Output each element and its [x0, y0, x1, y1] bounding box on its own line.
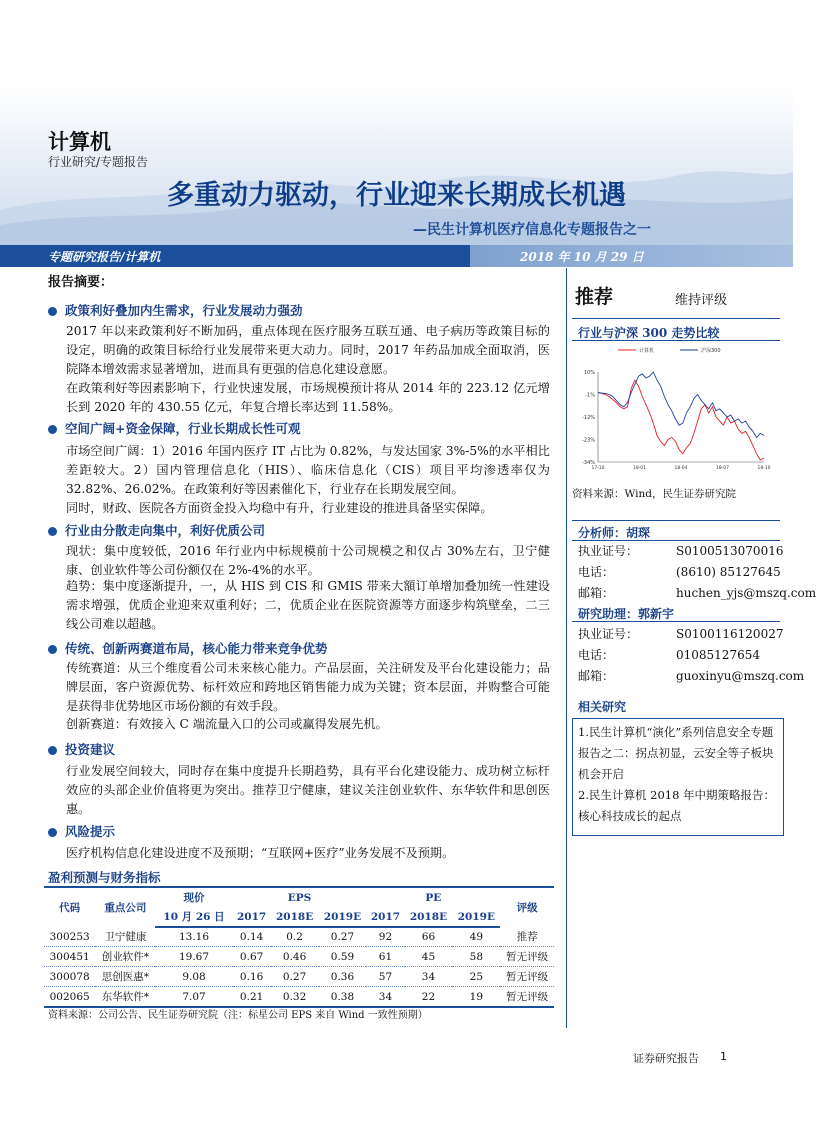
table-cell: 34 [405, 967, 453, 987]
table-row [44, 947, 554, 967]
table-cell: 卫宁健康 [95, 927, 155, 947]
paragraph: 2017 年以来政策利好不断加码，重点体现在医疗服务互联互通、电子病历等政策目标的设定，明确的政策目标给行业发展带来更大动力。同时，2017 年药品加成全面取消，医院降本增效需求显著增加，进而具有更强的信息化建设意愿。 [66, 324, 550, 376]
divider [572, 318, 780, 319]
analyst-email[interactable]: 邮箱： huchen_yjs@mszq.com [578, 586, 816, 600]
table-cell: 创业软件* [95, 947, 155, 967]
trend-chart [568, 342, 782, 484]
col-price-date: 10 月 26 日 [155, 907, 232, 927]
financial-table [44, 886, 554, 1008]
legend-label: 沪深300 [701, 348, 721, 354]
col-year: 2019E [452, 907, 500, 927]
table-cell: 19.67 [155, 947, 232, 967]
table-cell: 13.16 [155, 927, 232, 947]
paragraph: 医疗机构信息化建设进度不及预期；“互联网+医疗”业务发展不及预期。 [66, 846, 455, 860]
table-row [44, 967, 554, 987]
table-cell: 9.08 [155, 967, 232, 987]
table-cell: 34 [366, 987, 404, 1008]
table-row [44, 987, 554, 1008]
table-source: 资料来源：公司公告、民生证券研究院（注：标星公司 EPS 来自 Wind 一致性预期） [48, 1010, 428, 1021]
col-year: 2019E [319, 907, 367, 927]
bullet-icon [48, 307, 57, 316]
paragraph: 在政策利好等因素影响下，行业快速发展，市场规模预计将从 2014 年的 223.12 亿元增长到 2020 年的 430.55 亿元，年复合增长率达到 11.58%。 [66, 381, 550, 414]
section-title: 行业由分散走向集中，利好优质公司 [48, 521, 265, 539]
chart-source: 资料来源：Wind，民生证券研究院 [572, 488, 736, 500]
table-row [44, 927, 554, 947]
col-year: 2018E [405, 907, 453, 927]
table-cell: 300078 [44, 967, 95, 987]
table-cell: 0.14 [233, 927, 271, 947]
col-rating: 评级 [500, 887, 554, 927]
table-cell: 22 [405, 987, 453, 1008]
y-tick-label: -23% [582, 437, 595, 444]
table-cell: 0.36 [319, 967, 367, 987]
col-code: 代码 [44, 887, 95, 927]
summary-heading: 报告摘要： [48, 275, 114, 290]
table-cell: 推荐 [500, 927, 554, 947]
table-cell: 东华软件* [95, 987, 155, 1008]
footer-label: 证券研究报告 [633, 1052, 699, 1065]
col-year: 2017 [233, 907, 271, 927]
sector-title: 计算机 [48, 130, 111, 154]
band-date: 2018 年 10 月 29 日 [520, 250, 644, 264]
table-cell: 0.46 [271, 947, 319, 967]
col-year: 2017 [366, 907, 404, 927]
table-cell: 0.67 [233, 947, 271, 967]
y-tick-label: -34% [582, 460, 595, 466]
x-tick-label: 18-10 [757, 466, 771, 471]
table-cell: 49 [452, 927, 500, 947]
divider [572, 340, 780, 341]
related-item[interactable]: 1.民生计算机“演化”系列信息安全专题报告之二：拐点初显，云安全等子板块机会开启 [578, 725, 774, 781]
column-divider [566, 268, 567, 1028]
section-title: 政策利好叠加内生需求，行业发展动力强劲 [48, 301, 303, 319]
report-type: 行业研究/专题报告 [48, 155, 149, 169]
analyst-phone: 电话： (8610) 85127645 [578, 565, 781, 579]
table-cell: 002065 [44, 987, 95, 1008]
page-number: 1 [720, 1050, 727, 1063]
table-cell: 0.27 [271, 967, 319, 987]
paragraph: 现状：集中度较低，2016 年行业内中标规模前十公司规模之和仅占 30%左右，卫宁健康、创业软件等公司份额仅在 2%-4%的水平。 [66, 544, 550, 577]
table-cell: 0.16 [233, 967, 271, 987]
x-tick-label: 18-04 [674, 466, 688, 471]
col-eps: EPS [233, 887, 367, 907]
table-cell: 暂无评级 [500, 987, 554, 1008]
table-cell: 92 [366, 927, 404, 947]
table-cell: 0.32 [271, 987, 319, 1008]
y-tick-label: -12% [582, 415, 595, 421]
analyst-license: 执业证号： S0100513070016 [578, 544, 784, 558]
divider [572, 621, 780, 622]
table-cell: 300253 [44, 927, 95, 947]
table-cell: 300451 [44, 947, 95, 967]
table-title: 盈利预测与财务指标 [48, 870, 161, 885]
section-title: 空间广阔+资金保障，行业长期成长性可观 [48, 419, 300, 437]
bullet-icon [48, 746, 57, 755]
related-heading: 相关研究 [578, 700, 627, 714]
band-report-label: 专题研究报告/计算机 [48, 250, 161, 264]
table-cell: 0.38 [319, 987, 367, 1008]
table-cell: 0.21 [233, 987, 271, 1008]
table-cell: 0.59 [319, 947, 367, 967]
paragraph: 市场空间广阔：1）2016 年国内医疗 IT 占比为 0.82%，与发达国家 3%-5%的水平相比差距较大。2）国内管理信息化（HIS）、临床信息化（CIS）项目平均渗透率仅为 32.82%、26.02%。在政策利好等因素催化下，行业存在长期发展空间。 [66, 444, 550, 496]
x-tick-label: 17-10 [591, 466, 605, 471]
table-cell: 暂无评级 [500, 947, 554, 967]
table-cell: 61 [366, 947, 404, 967]
paragraph: 行业发展空间较大，同时存在集中度提升长期趋势，具有平台化建设能力、成功树立标杆效应的头部企业价值将更为突出。推荐卫宁健康，建议关注创业软件、东华软件和思创医惠。 [66, 764, 550, 816]
analyst-heading: 分析师：胡琛 [578, 526, 651, 540]
section-title: 投资建议 [48, 740, 115, 758]
assistant-phone: 电话： 01085127654 [578, 648, 760, 662]
x-tick-label: 18-01 [632, 466, 647, 471]
col-company: 重点公司 [95, 887, 155, 927]
chart-title: 行业与沪深 300 走势比较 [578, 326, 720, 340]
table-cell: 25 [452, 967, 500, 987]
assistant-email[interactable]: 邮箱： guoxinyu@mszq.com [578, 669, 805, 683]
series-line [598, 372, 764, 438]
bullet-icon [48, 425, 57, 434]
table-cell: 57 [366, 967, 404, 987]
rating-label: 维持评级 [675, 293, 728, 308]
table-cell: 58 [452, 947, 500, 967]
legend-label: 计算机 [639, 348, 655, 354]
section-title: 传统、创新两赛道布局，核心能力带来竞争优势 [48, 639, 328, 657]
bullet-icon [48, 645, 57, 654]
y-tick-label: 10% [583, 370, 595, 376]
divider [572, 520, 780, 521]
page-title: 多重动力驱动，行业迎来长期成长机遇 [167, 180, 626, 211]
col-price: 现价 [155, 887, 232, 907]
paragraph: 同时，财政、医院各方面资金投入均稳中有升，行业建设的推进具备坚实保障。 [66, 501, 493, 515]
bullet-icon [48, 828, 57, 837]
paragraph: 创新赛道：有效接入 C 端流量入口的公司或赢得发展先机。 [66, 717, 388, 731]
related-item[interactable]: 2.民生计算机 2018 年中期策略报告：核心科技成长的起点 [578, 788, 776, 823]
table-cell: 45 [405, 947, 453, 967]
table-cell: 思创医惠* [95, 967, 155, 987]
related-list [578, 722, 782, 827]
y-tick-label: -1% [585, 392, 595, 399]
col-year: 2018E [271, 907, 319, 927]
table-cell: 7.07 [155, 987, 232, 1008]
assistant-license: 执业证号： S0100116120027 [578, 627, 784, 641]
table-cell: 19 [452, 987, 500, 1008]
paragraph: 传统赛道：从三个维度看公司未来核心能力。产品层面，关注研发及平台化建设能力；品牌层面，客户资源优势、标杆效应和跨地区销售能力成为关键；资本层面，并购整合可能是获得非优势地区市场份额的有效手段。 [66, 661, 550, 713]
table-cell: 0.2 [271, 927, 319, 947]
table-cell: 0.27 [319, 927, 367, 947]
recommend-label: 推荐 [575, 286, 614, 308]
col-pe: PE [366, 887, 500, 907]
bullet-icon [48, 527, 57, 536]
table-cell: 66 [405, 927, 453, 947]
paragraph: 趋势：集中度逐渐提升，一，从 HIS 到 CIS 和 GMIS 带来大額订单增加叠加统一性建设需求增强，优质企业迎来双重利好；二，优质企业在医院资源等方面逐步构筑壁垒，二三线公司难以超越。 [66, 579, 550, 631]
x-tick-label: 18-07 [715, 466, 730, 471]
section-title: 风险提示 [48, 822, 115, 840]
table-cell: 暂无评级 [500, 967, 554, 987]
assistant-heading: 研究助理：郭新宇 [578, 607, 675, 621]
page-subtitle: —民生计算机医疗信息化专题报告之一 [413, 222, 651, 238]
